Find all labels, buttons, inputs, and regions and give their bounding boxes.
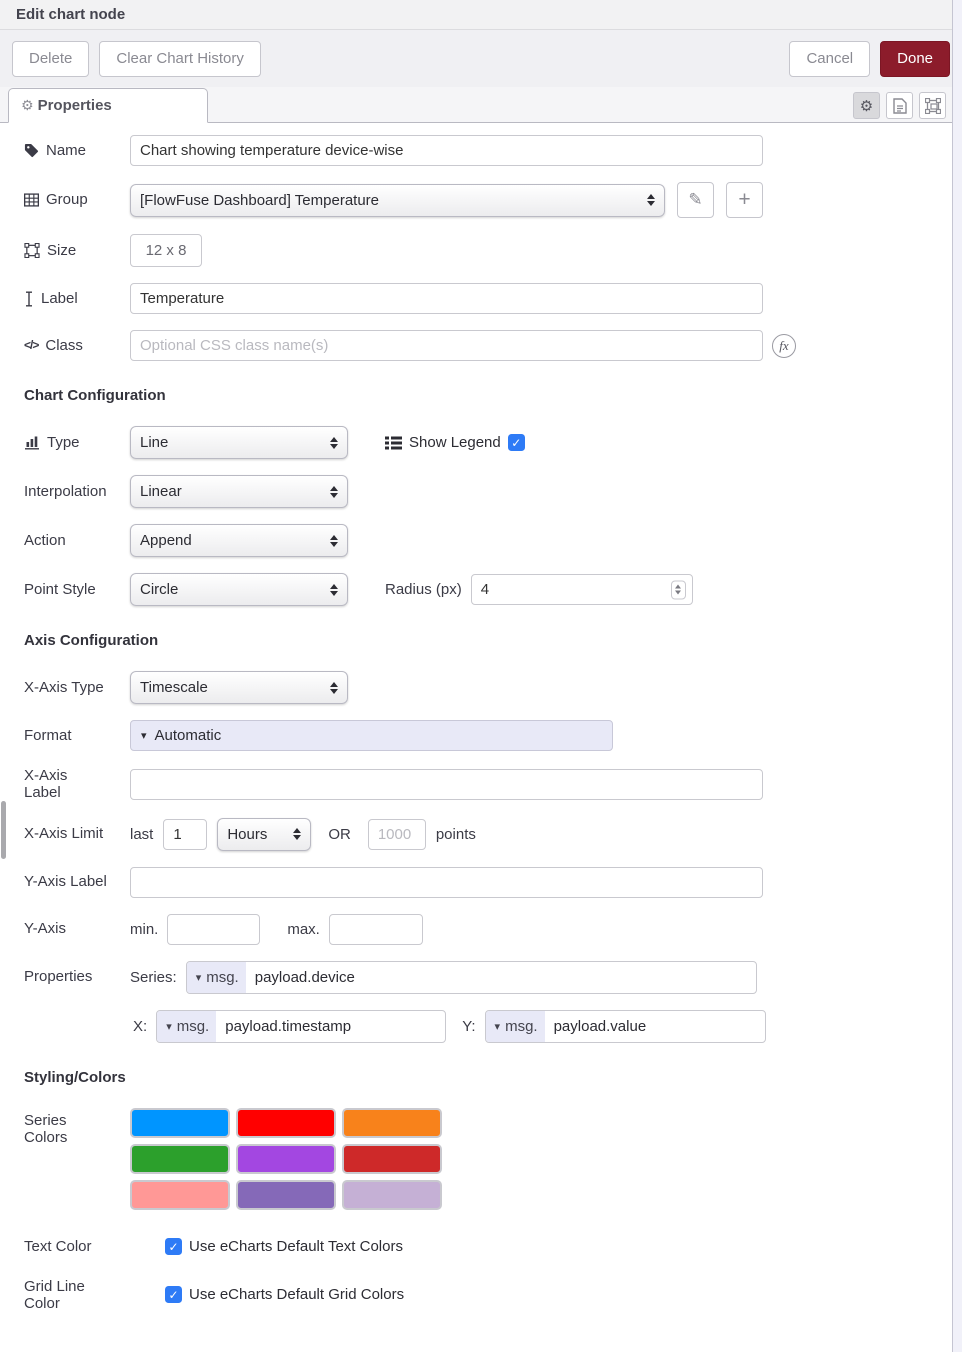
interpolation-row	[24, 475, 952, 508]
format-label: Format	[24, 726, 72, 744]
action-select[interactable]: Append	[130, 524, 348, 557]
series-color-swatch[interactable]	[130, 1180, 230, 1210]
format-row	[24, 720, 952, 751]
x-axis-type-label: X-Axis Type	[24, 678, 104, 696]
series-color-swatch[interactable]	[236, 1108, 336, 1138]
select-arrows-icon	[330, 584, 338, 596]
select-arrows-icon	[330, 535, 338, 547]
right-edge-strip	[952, 0, 962, 1352]
x-axis-label-input[interactable]	[130, 769, 763, 800]
name-input[interactable]	[130, 135, 763, 166]
y-typed-input[interactable]	[485, 1010, 766, 1043]
point-style-label: Point Style	[24, 580, 96, 598]
grid-line-color-label: Grid Line Color	[24, 1277, 85, 1312]
series-color-swatch[interactable]	[236, 1180, 336, 1210]
text-color-checkbox[interactable]: ✓	[165, 1238, 182, 1255]
label-label: Label	[24, 290, 130, 307]
caret-down-icon: ▾	[494, 1020, 501, 1033]
label-row	[24, 283, 952, 314]
axis-configuration-heading: Axis Configuration	[24, 632, 159, 649]
x-axis-type-row	[24, 671, 952, 704]
caret-down-icon: ▾	[166, 1020, 172, 1033]
series-typed-input[interactable]	[186, 961, 757, 994]
y-axis-max-input[interactable]	[329, 914, 423, 945]
series-value[interactable]: payload.device	[254, 968, 355, 986]
chart-configuration-heading: Chart Configuration	[24, 387, 166, 404]
x-value[interactable]: payload.timestamp	[225, 1017, 352, 1035]
series-type-button[interactable]: ▾ msg.	[187, 962, 246, 993]
select-arrows-icon	[330, 437, 338, 449]
pencil-icon: ✎	[688, 190, 703, 209]
type-select[interactable]: Line	[130, 426, 348, 459]
show-legend-checkbox[interactable]: ✓	[508, 434, 525, 451]
group-label: Group	[24, 191, 130, 208]
interpolation-label: Interpolation	[24, 482, 107, 500]
cancel-button[interactable]: Cancel	[789, 41, 870, 77]
number-stepper[interactable]	[671, 580, 686, 599]
y-value[interactable]: payload.value	[553, 1017, 647, 1035]
object-group-icon	[925, 98, 941, 114]
ibeam-icon	[24, 291, 34, 307]
limit-unit-select[interactable]: Hours	[217, 818, 311, 851]
series-color-swatch[interactable]	[236, 1144, 336, 1174]
x-axis-type-select[interactable]: Timescale	[130, 671, 348, 704]
dialog-header	[0, 0, 962, 30]
series-colors-label: Series Colors	[24, 1111, 68, 1146]
text-color-checkbox-label: Use eCharts Default Text Colors	[189, 1238, 403, 1255]
action-label: Action	[24, 531, 66, 549]
select-arrows-icon	[647, 194, 655, 206]
text-color-row	[24, 1232, 952, 1262]
x-typed-input[interactable]	[156, 1010, 446, 1043]
interpolation-select[interactable]: Linear	[130, 475, 348, 508]
y-axis-row	[24, 914, 952, 945]
edit-properties-button[interactable]	[853, 92, 880, 119]
tag-icon	[24, 143, 39, 158]
group-select[interactable]: [FlowFuse Dashboard] Temperature	[130, 184, 665, 217]
y-axis-label: Y-Axis	[24, 920, 66, 938]
object-group-icon	[24, 243, 40, 258]
node-appearance-button[interactable]	[919, 92, 946, 119]
document-icon	[893, 98, 907, 114]
fx-icon: fx	[779, 337, 789, 353]
action-row	[24, 524, 952, 557]
class-row	[24, 330, 952, 361]
y-property-label: Y:	[462, 1017, 476, 1035]
x-axis-label-row	[24, 767, 952, 802]
tab-properties-label: Properties	[37, 97, 112, 114]
group-row	[24, 182, 952, 218]
code-icon: </>	[24, 337, 39, 352]
dialog-title: Edit chart node	[16, 6, 126, 23]
select-arrows-icon	[330, 682, 338, 694]
clear-chart-history-button[interactable]: Clear Chart History	[99, 41, 261, 77]
show-legend-label: Show Legend	[409, 434, 501, 451]
text-color-label: Text Color	[24, 1237, 92, 1255]
name-row	[24, 135, 952, 166]
type-row	[24, 426, 952, 459]
y-axis-label-row	[24, 867, 952, 898]
size-row	[24, 234, 952, 267]
caret-down-icon: ▾	[141, 730, 147, 742]
limit-amount-input[interactable]	[163, 819, 207, 850]
y-axis-label-label: Y-Axis Label	[24, 873, 107, 891]
name-label: Name	[24, 142, 130, 159]
size-label: Size	[24, 242, 130, 259]
type-label: Type	[24, 434, 130, 451]
properties-label: Properties	[24, 968, 93, 986]
series-colors-row	[24, 1108, 952, 1210]
points-label: points	[435, 825, 476, 843]
class-input[interactable]	[130, 330, 763, 361]
gear-icon: ⚙	[859, 97, 874, 115]
radius-label: Radius (px)	[385, 581, 462, 598]
tab-bar	[0, 87, 962, 123]
class-label: </> Class	[24, 336, 83, 354]
last-label: last	[130, 825, 154, 843]
left-scrollbar-thumb[interactable]	[1, 801, 6, 859]
point-style-select[interactable]: Circle	[130, 573, 348, 606]
point-style-row	[24, 573, 952, 606]
grid-line-color-row	[24, 1278, 952, 1313]
dialog-button-bar	[0, 30, 962, 87]
dynamic-property-button[interactable]	[772, 334, 796, 358]
x-type-button[interactable]: ▾ msg.	[157, 1011, 216, 1042]
plus-icon: +	[738, 188, 751, 211]
grid-line-checkbox-label: Use eCharts Default Grid Colors	[189, 1286, 405, 1304]
delete-button[interactable]: Delete	[12, 41, 89, 77]
xy-property-row	[24, 1010, 952, 1043]
series-color-swatch[interactable]	[342, 1144, 442, 1174]
properties-panel	[0, 123, 952, 1312]
y-axis-min-input[interactable]	[167, 914, 260, 945]
node-description-button[interactable]	[886, 92, 913, 119]
add-group-button[interactable]	[726, 182, 763, 218]
table-icon	[24, 193, 39, 207]
series-label: Series:	[130, 968, 177, 986]
series-color-swatch[interactable]	[342, 1108, 442, 1138]
radius-input[interactable]	[471, 574, 693, 605]
series-color-swatch[interactable]	[130, 1108, 230, 1138]
grid-line-checkbox[interactable]: ✓	[165, 1286, 182, 1303]
max-label: max.	[287, 920, 320, 938]
edit-group-button[interactable]	[677, 182, 714, 218]
y-type-button[interactable]: ▾ msg.	[486, 1011, 545, 1042]
caret-down-icon: ▾	[195, 971, 202, 984]
series-property-row	[24, 961, 952, 994]
styling-colors-heading: Styling/Colors	[24, 1068, 126, 1086]
size-button[interactable]: 12 x 8	[130, 234, 202, 267]
limit-points-input[interactable]	[368, 819, 426, 850]
or-label: OR	[328, 825, 351, 843]
tab-toolbar	[853, 92, 946, 119]
min-label: min.	[130, 920, 159, 938]
x-property-label: X:	[133, 1017, 148, 1035]
select-arrows-icon	[330, 486, 338, 498]
properties-gear-icon: ⚙	[21, 97, 34, 113]
done-button[interactable]: Done	[880, 41, 950, 77]
label-input[interactable]	[130, 283, 763, 314]
x-axis-label-label: X-Axis Label	[24, 767, 68, 802]
series-color-swatch[interactable]	[342, 1180, 442, 1210]
x-axis-limit-row	[24, 818, 952, 851]
tab-properties[interactable]	[8, 88, 208, 123]
x-axis-limit-label: X-Axis Limit	[24, 825, 104, 843]
chart-column-icon	[24, 435, 40, 450]
select-arrows-icon	[293, 828, 301, 840]
list-icon	[385, 436, 402, 450]
y-axis-label-input[interactable]	[130, 867, 763, 898]
format-dropdown[interactable]: ▾ Automatic	[130, 720, 613, 751]
series-color-swatch[interactable]	[130, 1144, 230, 1174]
series-color-grid	[130, 1108, 442, 1210]
